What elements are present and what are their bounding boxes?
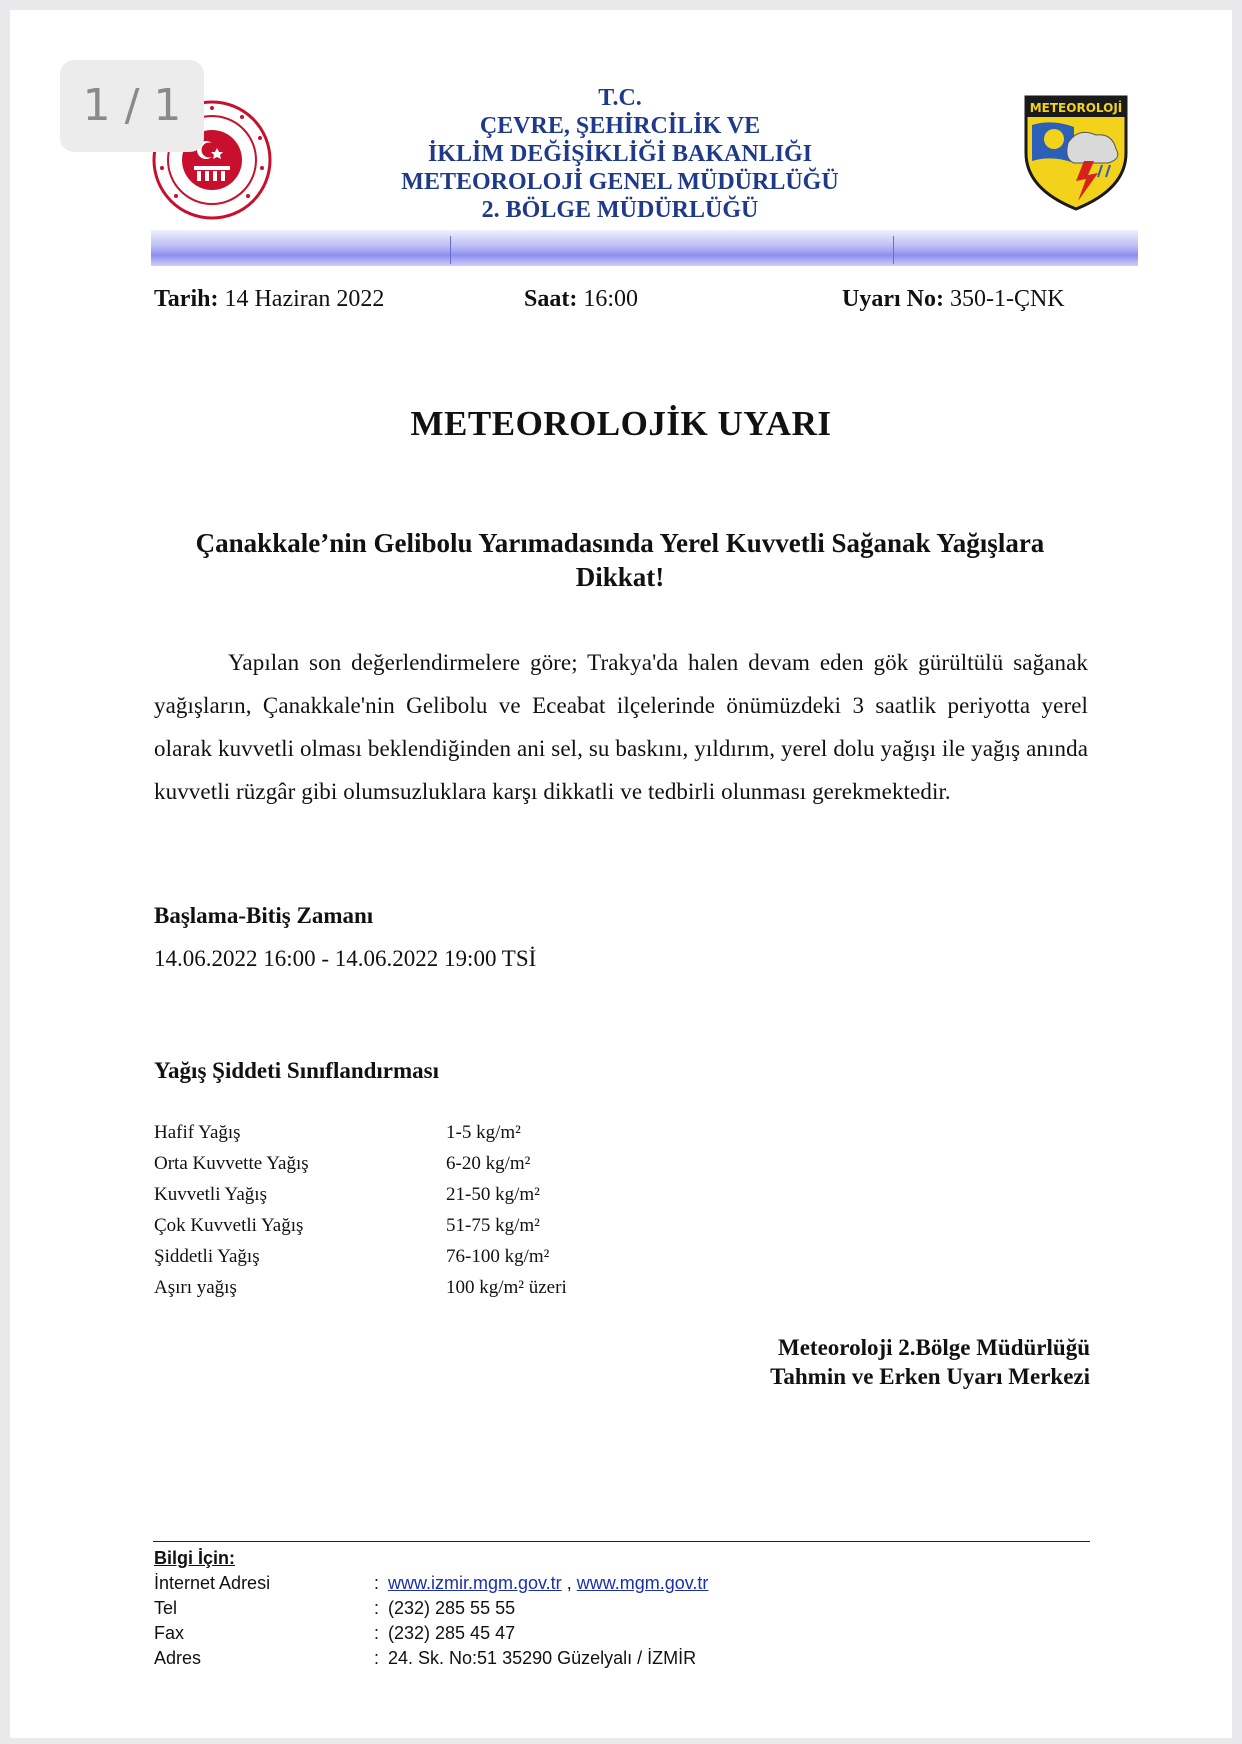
ministry-header bbox=[290, 84, 950, 224]
date-value: 14 Haziran 2022 bbox=[224, 286, 385, 312]
contact-row-fax: Fax : (232) 285 45 47 bbox=[154, 1621, 708, 1646]
link-separator: , bbox=[566, 1573, 572, 1593]
period-label: Başlama-Bitiş Zamanı bbox=[154, 903, 374, 928]
header-line-1: T.C. bbox=[598, 85, 642, 111]
date-label: Tarih: bbox=[154, 286, 219, 312]
signature-line-1: Meteoroloji 2.Bölge Müdürlüğü bbox=[778, 1335, 1090, 1360]
contact-row-tel: Tel : (232) 285 55 55 bbox=[154, 1596, 708, 1621]
class-value: 100 kg/m² üzeri bbox=[446, 1277, 567, 1298]
document-title: METEOROLOJİK UYARI bbox=[410, 404, 832, 443]
class-name: Hafif Yağış bbox=[154, 1122, 241, 1143]
class-value: 21-50 kg/m² bbox=[446, 1184, 540, 1205]
class-name: Kuvvetli Yağış bbox=[154, 1184, 267, 1205]
contact-heading: Bilgi İçin: bbox=[154, 1548, 235, 1568]
tel-label: Tel bbox=[154, 1598, 178, 1618]
bar-separator bbox=[450, 236, 451, 264]
class-name: Orta Kuvvette Yağış bbox=[154, 1153, 309, 1174]
warning-headline: Çanakkale’nin Gelibolu Yarımadasında Yerel Kuvvetli Sağanak Yağışlara Dikkat! bbox=[195, 528, 1045, 592]
header-divider-bar bbox=[151, 230, 1138, 266]
header-line-2: ÇEVRE, ŞEHİRCİLİK VE bbox=[479, 113, 761, 139]
warning-number-value: 350-1-ÇNK bbox=[949, 286, 1065, 312]
class-value: 51-75 kg/m² bbox=[446, 1215, 540, 1236]
classification-title: Yağış Şiddeti Sınıflandırması bbox=[154, 1058, 440, 1083]
meteoroloji-logo-text: METEOROLOJİ bbox=[1029, 101, 1123, 115]
signature-block bbox=[700, 1333, 1090, 1391]
class-value: 76-100 kg/m² bbox=[446, 1246, 550, 1267]
header-line-5: 2. BÖLGE MÜDÜRLÜĞÜ bbox=[481, 197, 759, 223]
table-row bbox=[154, 1277, 696, 1308]
table-row bbox=[154, 1215, 696, 1246]
mgm-link[interactable]: www.mgm.gov.tr bbox=[576, 1573, 709, 1593]
contact-row-internet: İnternet Adresi : www.izmir.mgm.gov.tr , www.mgm.gov.tr bbox=[154, 1571, 708, 1596]
signature-line-2: Tahmin ve Erken Uyarı Merkezi bbox=[770, 1364, 1090, 1389]
table-row bbox=[154, 1246, 696, 1277]
class-name: Şiddetli Yağış bbox=[154, 1246, 260, 1267]
address-value: 24. Sk. No:51 35290 Güzelyalı / İZMİR bbox=[388, 1648, 697, 1668]
period-value: 14.06.2022 16:00 - 14.06.2022 19:00 TSİ bbox=[154, 946, 537, 971]
table-row bbox=[154, 1153, 696, 1184]
class-name: Çok Kuvvetli Yağış bbox=[154, 1215, 304, 1236]
class-value: 6-20 kg/m² bbox=[446, 1153, 531, 1174]
izmir-mgm-link[interactable]: www.izmir.mgm.gov.tr bbox=[388, 1573, 562, 1593]
page-counter-badge: 1 / 1 bbox=[60, 60, 204, 152]
document-page bbox=[10, 10, 1232, 1738]
bar-separator bbox=[893, 236, 894, 264]
header-line-4: METEOROLOJİ GENEL MÜDÜRLÜĞÜ bbox=[401, 169, 839, 195]
date-field bbox=[154, 286, 384, 313]
fax-value: (232) 285 45 47 bbox=[388, 1623, 516, 1643]
fax-label: Fax bbox=[154, 1623, 185, 1643]
time-value: 16:00 bbox=[583, 286, 639, 312]
header-line-3: İKLİM DEĞİŞİKLİĞİ BAKANLIĞI bbox=[427, 141, 813, 167]
precipitation-classification-table bbox=[154, 1122, 696, 1308]
time-field bbox=[524, 286, 638, 313]
meteoroloji-shield-logo bbox=[1022, 93, 1130, 211]
internet-label: İnternet Adresi bbox=[154, 1573, 271, 1593]
footer-divider bbox=[153, 1541, 1090, 1542]
table-row bbox=[154, 1184, 696, 1215]
warning-number-field bbox=[842, 286, 1065, 313]
class-value: 1-5 kg/m² bbox=[446, 1122, 521, 1143]
warning-number-label: Uyarı No: bbox=[842, 286, 944, 312]
tel-value: (232) 285 55 55 bbox=[388, 1598, 516, 1618]
contact-row-address: Adres : 24. Sk. No:51 35290 Güzelyalı / İZMİR bbox=[154, 1646, 708, 1671]
class-name: Aşırı yağış bbox=[154, 1277, 237, 1298]
address-label: Adres bbox=[154, 1648, 202, 1668]
table-row bbox=[154, 1122, 696, 1153]
time-label: Saat: bbox=[524, 286, 578, 312]
warning-body-text: Yapılan son değerlendirmelere göre; Trakya'da halen devam eden gök gürültülü sağanak yağışların, Çanakkale'nin Gelibolu ve Eceabat ilçelerinde önümüzdeki 3 saatlik periyotta yerel olarak kuvvetli olması beklendiğinden ani sel, su baskını, yıldırım, yerel dolu yağışı ile yağış anında kuvvetli rüzgâr gibi olumsuzluklara karşı dikkatli ve tedbirli olunması gerekmektedir. bbox=[154, 650, 1088, 804]
contact-info bbox=[154, 1546, 708, 1671]
